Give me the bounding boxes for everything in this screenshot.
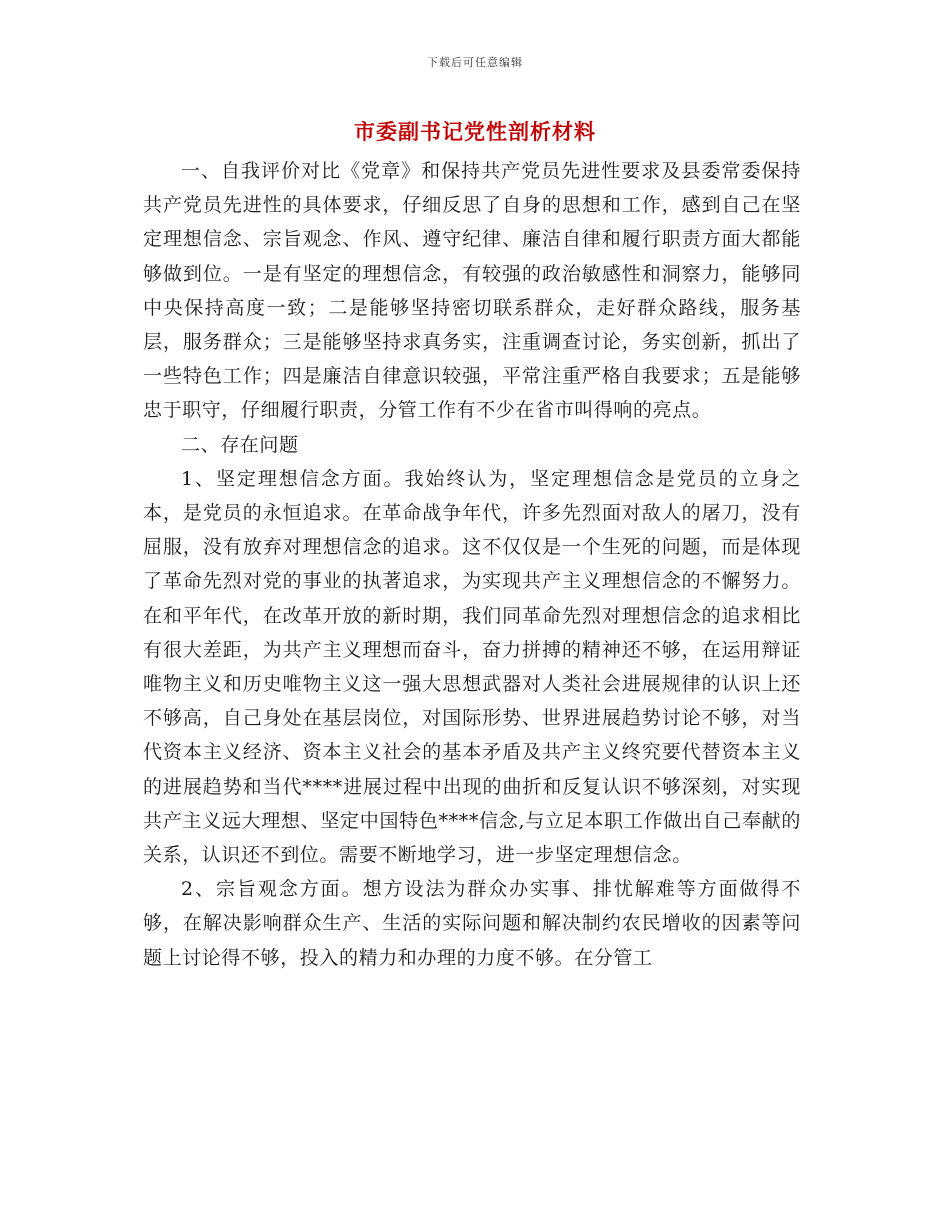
section-heading-problems: 二、存在问题	[181, 433, 299, 456]
paragraph-self-evaluation: 一、自我评价对比《党章》和保持共产党员先进性要求及县委常委保持共产党员先进性的具体要求，仔细反思了自身的思想和工作，感到自己在坚定理想信念、宗旨观念、作风、遵守纪律、廉洁自律和履行职责方面大都能够做到位。一是有坚定的理想信念，有较强的政治敏感性和洞察力，能够同中央保持高度一致；二是能够坚持密切联系群众，走好群众路线，服务基层，服务群众；三是能够坚持求真务实，注重调查讨论，务实创新，抓出了一些特色工作；四是廉洁自律意识较强，平常注重严格自我要求；五是能够忠于职守，仔细履行职责，分管工作有不少在省市叫得响的亮点。	[143, 160, 801, 422]
paragraph-purpose-concept: 2、宗旨观念方面。想方设法为群众办实事、排忧解难等方面做得不够，在解决影响群众生产、生活的实际问题和解决制约农民增收的因素等问题上讨论得不够，投入的精力和办理的力度不够。在分管工	[143, 878, 801, 969]
header-note: 下载后可任意编辑	[427, 56, 523, 69]
document-title: 市委副书记党性剖析材料	[354, 119, 596, 144]
paragraph-ideals-beliefs: 1、坚定理想信念方面。我始终认为，坚定理想信念是党员的立身之本，是党员的永恒追求。在革命战争年代，许多先烈面对敌人的屠刀，没有屈服，没有放弃对理想信念的追求。这不仅仅是一个生死的问题，而是体现了革命先烈对党的事业的执著追求，为实现共产主义理想信念的不懈努力。在和平年代，在改革开放的新时期，我们同革命先烈对理想信念的追求相比有很大差距，为共产主义理想而奋斗，奋力拼搏的精神还不够，在运用辩证唯物主义和历史唯物主义这一强大思想武器对人类社会进展规律的认识上还不够高，自己身处在基层岗位，对国际形势、世界进展趋势讨论不够，对当代资本主义经济、资本主义社会的基本矛盾及共产主义终究要代替资本主义的进展趋势和当代****进展过程中出现的曲折和反复认识不够深刻，对实现共产主义远大理想、坚定中国特色****信念,与立足本职工作做出自己奉献的关系，认识还不到位。需要不断地学习，进一步坚定理想信念。	[143, 467, 801, 867]
document-body	[143, 154, 801, 975]
